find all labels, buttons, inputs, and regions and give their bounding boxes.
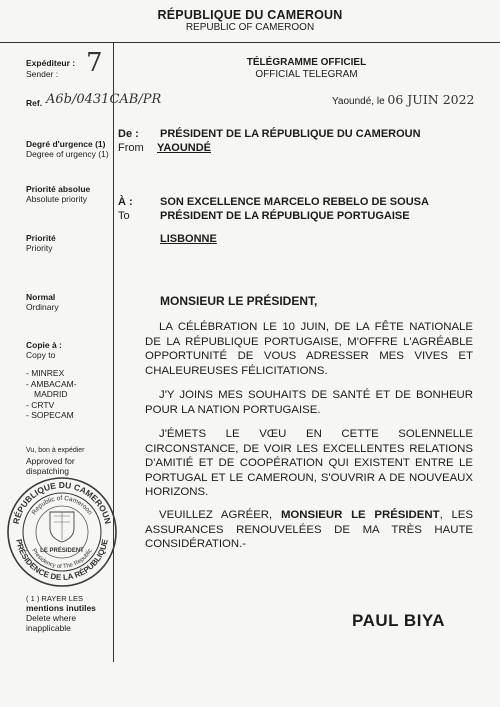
signature-name: PAUL BIYA [352,611,445,630]
header-title-fr: RÉPUBLIQUE DU CAMEROUN [157,8,343,22]
sender-label-en: Sender : [26,69,59,79]
to-value-1: SON EXCELLENCE MARCELO REBELO DE SOUSA [160,196,429,208]
ref-label: Ref. [26,98,43,108]
seal-center-text: LE PRÉSIDENT [40,548,84,554]
telegram-title-en: OFFICIAL TELEGRAM [255,69,358,80]
copy-label-en: Copy to [26,350,56,360]
presidential-seal [6,476,118,588]
from-label-en: From [118,142,144,154]
seal-icon [6,476,118,588]
to-label-en: To [118,210,130,222]
paragraph-4-bold: MONSIEUR LE PRÉSIDENT [280,509,440,521]
footnote-1: ( 1 ) RAYER LES [26,594,83,603]
paragraph-4-end: , LES ASSURANCES RENOUVELÉES DE MA TRÈS HAUTE CONSIDÉRATION.- [145,509,473,550]
footnote-3: Delete where [26,613,77,623]
urgency-label-en: Degree of urgency (1) [26,149,109,159]
header-title-en: REPUBLIC OF CAMEROON [185,22,315,33]
copy-list [26,368,77,421]
priority-en: Priority [26,243,53,253]
to-value-3: LISBONNE [160,233,217,245]
date-prefix: Yaoundé, le [332,96,385,107]
from-label-fr: De : [118,128,139,140]
copy-item: - CRTV [26,399,55,410]
seal-inner-bottom-text: Presidency of The Republic [30,547,94,571]
date-value: 06 JUIN 2022 [387,92,475,107]
normal-en: Ordinary [26,302,59,312]
copy-item: - MINREX [26,368,65,378]
date-line [332,92,475,107]
approved-label-en-1: Approved for [26,456,75,466]
paragraph-2: J'Y JOINS MES SOUHAITS DE SANTÉ ET DE BONHEUR POUR LA NATION PORTUGAISE. [145,389,473,416]
paragraph-3: J'ÉMETS LE VŒU EN CETTE SOLENNELLE CIRCONSTANCE, DE VOIR LES EXCELLENTES RELATIONS D'AMITIÉ ET DE COOPÉRATION QUI EXISTENT ENTRE LE PORTUGAL ET LE CAMEROUN, S'OUVRIR A DE NOUVEAUX HORIZONS. [145,428,473,498]
sender-value: 7 [86,48,103,78]
approved-label-fr: Vu, bon à expédier [26,447,85,454]
urgency-label-fr: Degré d'urgence (1) [26,139,106,149]
copy-item: MADRID [34,389,68,399]
sender-label-fr: Expéditeur : [26,58,76,68]
header-divider [0,42,500,43]
copy-item: - AMBACAM- [26,378,77,389]
salutation: MONSIEUR LE PRÉSIDENT, [160,294,318,308]
ref-value: A6b/0431CAB/PR [46,92,162,107]
priority-absolute-fr: Priorité absolue [26,184,91,194]
from-value-1: PRÉSIDENT DE LA RÉPUBLIQUE DU CAMEROUN [160,128,421,140]
paragraph-1: LA CÉLÉBRATION LE 10 JUIN, DE LA FÊTE NATIONALE DE LA RÉPUBLIQUE PORTUGAISE, M'OFFRE L'AGRÉABLE OPPORTUNITÉ DE VOUS ADRESSER MES VIVES ET CHALEUREUSES FÉLICITATIONS. [145,321,473,377]
copy-item: - SOPECAM [26,410,74,420]
seal-outer-top-text: RÉPUBLIQUE DU CAMEROUN [10,479,114,525]
copy-label-fr: Copie à : [26,340,62,350]
from-value-2: YAOUNDÉ [157,142,211,154]
seal-inner-top-text: Republic of Cameroon [30,494,94,517]
telegram-title-fr: TÉLÉGRAMME OFFICIEL [246,57,367,68]
paragraph-4 [145,508,473,552]
footnote-4: inapplicable [26,623,71,633]
to-value-2: PRÉSIDENT DE LA RÉPUBLIQUE PORTUGAISE [160,210,410,222]
normal-fr: Normal [26,292,56,302]
to-label-fr: À : [118,196,133,208]
footnote-2: mentions inutiles [26,603,96,613]
seal-outer-bottom-text: PRÉSIDENCE DE LA RÉPUBLIQUE [14,538,110,583]
priority-absolute-en: Absolute priority [26,194,87,204]
paragraph-4-start: VEUILLEZ AGRÉER, [159,509,281,521]
approved-label-en-2: dispatching [26,466,70,476]
priority-fr: Priorité [26,233,56,243]
